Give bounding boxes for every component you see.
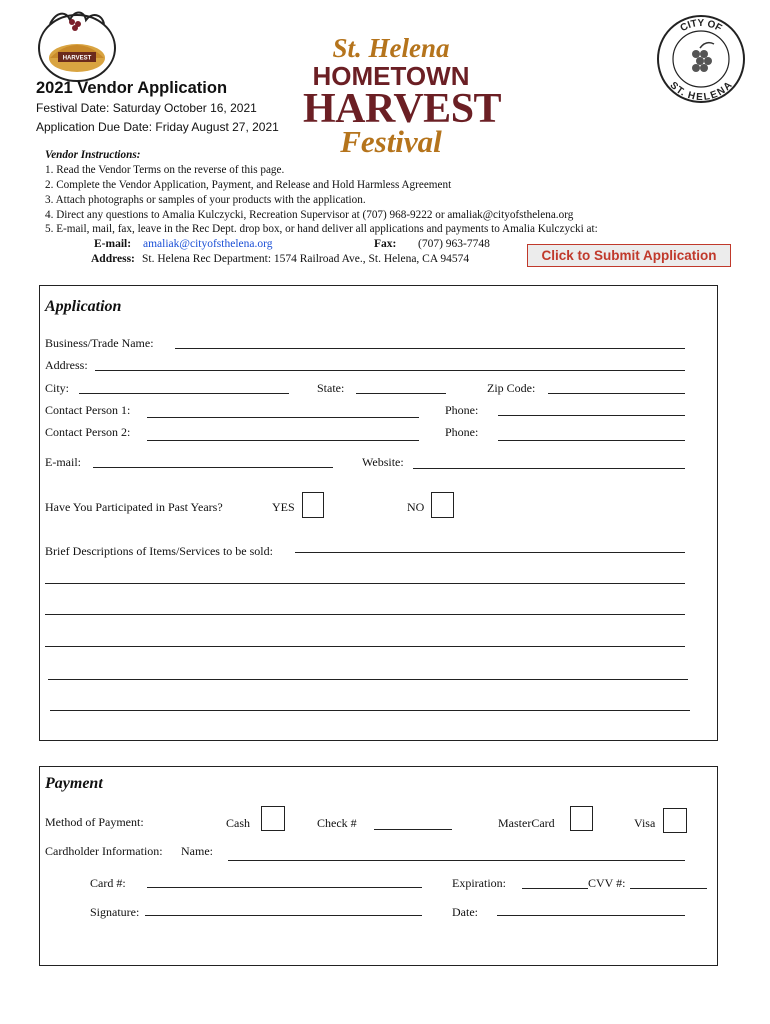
expiration-label: Expiration:: [452, 876, 506, 890]
instruction-item: 2. Complete the Vendor Application, Payment, and Release and Hold Harmless Agreement: [45, 179, 452, 191]
zip-code-field[interactable]: [548, 393, 685, 394]
application-title: Application: [45, 298, 122, 315]
signature-label: Signature:: [90, 905, 140, 919]
zip-code-label: Zip Code:: [487, 381, 536, 395]
contact-person-1-label: Contact Person 1:: [45, 403, 131, 417]
cvv-label: CVV #:: [588, 876, 626, 890]
visa-checkbox[interactable]: [663, 808, 687, 833]
card-number-field[interactable]: [147, 887, 422, 888]
check-number-field[interactable]: [374, 829, 452, 830]
website-field[interactable]: [413, 468, 685, 469]
description-line-4[interactable]: [45, 646, 685, 647]
contact-person-2-field[interactable]: [147, 440, 419, 441]
phone-1-label: Phone:: [445, 403, 479, 417]
business-name-label: Business/Trade Name:: [45, 336, 154, 350]
description-line-1[interactable]: [295, 552, 685, 553]
signature-field[interactable]: [145, 915, 422, 916]
address-field[interactable]: [95, 370, 685, 371]
email-field[interactable]: [93, 467, 333, 468]
festival-logo: [303, 33, 502, 159]
phone-1-field[interactable]: [498, 415, 685, 416]
phone-2-field[interactable]: [498, 440, 685, 441]
contact-address-label: Address:: [91, 253, 135, 265]
logo-line-harvest: HARVEST: [303, 86, 502, 132]
cardholder-info-label: Cardholder Information:: [45, 844, 163, 858]
seal-top-text: CITY OF: [678, 17, 724, 35]
state-field[interactable]: [356, 393, 446, 394]
contact-address-value: St. Helena Rec Department: 1574 Railroad Ave., St. Helena, CA 94574: [142, 253, 470, 265]
logo-line-hometown: HOMETOWN: [312, 61, 470, 91]
yes-checkbox[interactable]: [302, 492, 324, 518]
city-field[interactable]: [79, 393, 289, 394]
date-field[interactable]: [497, 915, 685, 916]
submit-application-button[interactable]: Click to Submit Application: [527, 244, 731, 267]
payment-title: Payment: [45, 775, 103, 792]
method-of-payment-label: Method of Payment:: [45, 815, 144, 829]
city-seal: [656, 14, 746, 104]
payment-section: [39, 766, 718, 966]
address-label: Address:: [45, 358, 88, 372]
description-label: Brief Descriptions of Items/Services to be sold:: [45, 544, 273, 558]
mastercard-label: MasterCard: [498, 816, 555, 830]
logo-line-festival: Festival: [340, 124, 442, 159]
no-checkbox[interactable]: [431, 492, 454, 518]
svg-text:HARVEST: HARVEST: [62, 55, 92, 62]
cvv-field[interactable]: [630, 888, 707, 889]
due-date: Application Due Date: Friday August 27, 2021: [36, 120, 279, 134]
date-label: Date:: [452, 905, 478, 919]
contact-person-1-field[interactable]: [147, 417, 419, 418]
cash-checkbox[interactable]: [261, 806, 285, 831]
cardholder-name-label: Name:: [181, 844, 213, 858]
phone-2-label: Phone:: [445, 425, 479, 439]
instructions-heading: Vendor Instructions:: [45, 149, 141, 161]
mastercard-checkbox[interactable]: [570, 806, 593, 831]
city-label: City:: [45, 381, 70, 395]
contact-email-label: E-mail:: [94, 238, 132, 250]
contact-person-2-label: Contact Person 2:: [45, 425, 131, 439]
description-line-2[interactable]: [45, 583, 685, 584]
logo-line-st-helena: St. Helena: [332, 33, 450, 63]
instruction-item: 1. Read the Vendor Terms on the reverse of this page.: [45, 164, 285, 176]
email-label: E-mail:: [45, 455, 81, 469]
description-line-6[interactable]: [50, 710, 690, 711]
past-participation-label: Have You Participated in Past Years?: [45, 500, 223, 514]
contact-fax-value: (707) 963-7748: [418, 238, 490, 250]
website-label: Website:: [362, 455, 404, 469]
no-label: NO: [407, 500, 425, 514]
contact-fax-label: Fax:: [374, 238, 397, 250]
visa-label: Visa: [634, 816, 656, 830]
seal-bottom-text: ST. HELENA: [667, 79, 735, 104]
card-number-label: Card #:: [90, 876, 126, 890]
state-label: State:: [317, 381, 345, 395]
contact-email-link[interactable]: amaliak@cityofsthelena.org: [143, 238, 273, 250]
instruction-item: 3. Attach photographs or samples of your products with the application.: [45, 194, 366, 206]
description-line-5[interactable]: [48, 679, 688, 680]
page-title: 2021 Vendor Application: [36, 79, 228, 97]
business-name-field[interactable]: [175, 348, 685, 349]
cardholder-name-field[interactable]: [228, 860, 685, 861]
expiration-field[interactable]: [522, 888, 588, 889]
instruction-item: 4. Direct any questions to Amalia Kulczycki, Recreation Supervisor at (707) 968-9222 or amaliak@cityofsthelena.org: [45, 209, 574, 221]
harvest-badge-logo: [36, 6, 118, 84]
yes-label: YES: [272, 500, 295, 514]
instruction-item: 5. E-mail, mail, fax, leave in the Rec Dept. drop box, or hand deliver all applications and payments to Amalia Kulczycki at:: [45, 223, 598, 235]
cash-label: Cash: [226, 816, 250, 830]
festival-date: Festival Date: Saturday October 16, 2021: [36, 101, 257, 115]
check-label: Check #: [317, 816, 357, 830]
description-line-3[interactable]: [45, 614, 685, 615]
